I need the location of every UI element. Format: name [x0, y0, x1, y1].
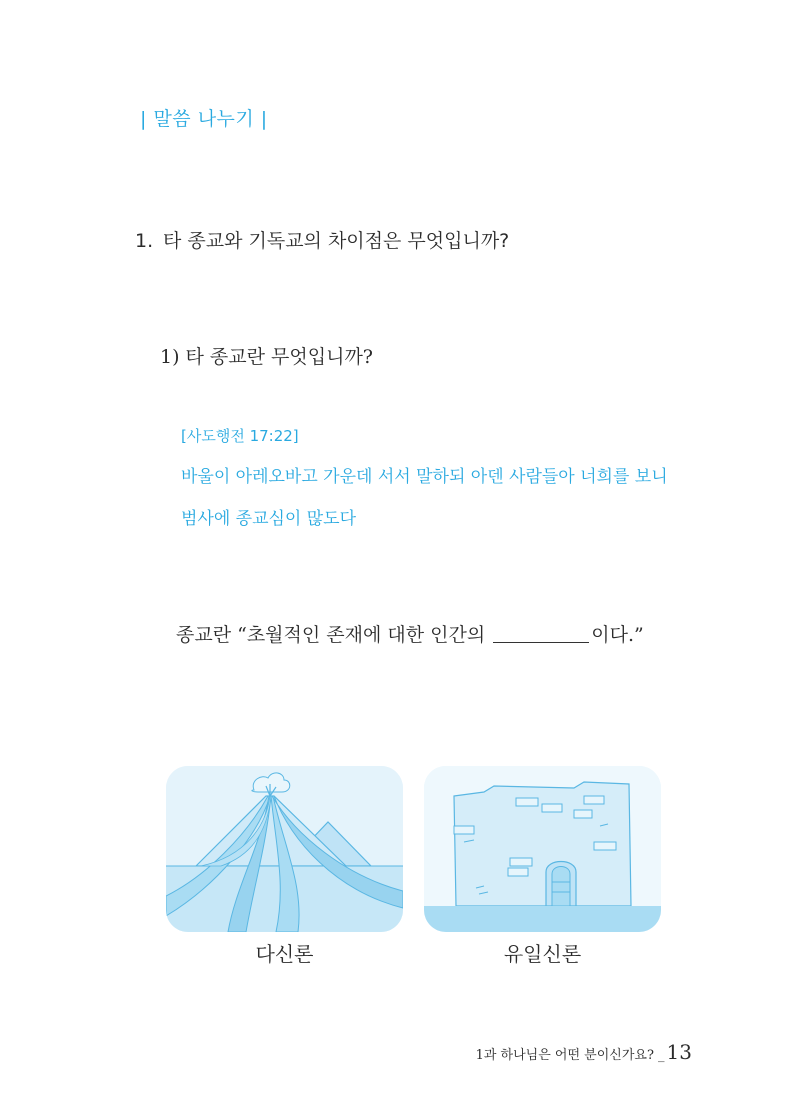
monotheism-illustration — [424, 766, 661, 932]
question-text: 타 종교와 기독교의 차이점은 무엇입니까? — [163, 230, 510, 252]
footer-chapter-title: 1과 하나님은 어떤 분이신가요? _ — [475, 1048, 665, 1063]
section-title: | 말씀 나누기 | — [140, 108, 268, 130]
page-footer — [476, 1040, 692, 1064]
polytheism-caption: 다신론 — [255, 942, 314, 966]
monotheism-caption: 유일신론 — [503, 942, 582, 966]
definition-before: 종교란 “초월적인 존재에 대한 인간의 — [176, 624, 492, 646]
sub-question: 1) 타 종교란 무엇입니까? — [160, 346, 373, 368]
page-number: 13 — [666, 1040, 692, 1064]
definition-sentence — [176, 620, 644, 647]
fill-in-blank — [493, 641, 589, 643]
question-number: 1. — [135, 230, 154, 252]
question-1 — [135, 226, 509, 253]
scripture-reference: [사도행전 17:22] — [181, 427, 299, 445]
polytheism-illustration — [166, 766, 403, 932]
scripture-line-2: 범사에 종교심이 많도다 — [181, 509, 357, 529]
definition-after: 이다.” — [591, 624, 644, 646]
scripture-line-1: 바울이 아레오바고 가운데 서서 말하되 아덴 사람들아 너희를 보니 — [181, 467, 668, 487]
